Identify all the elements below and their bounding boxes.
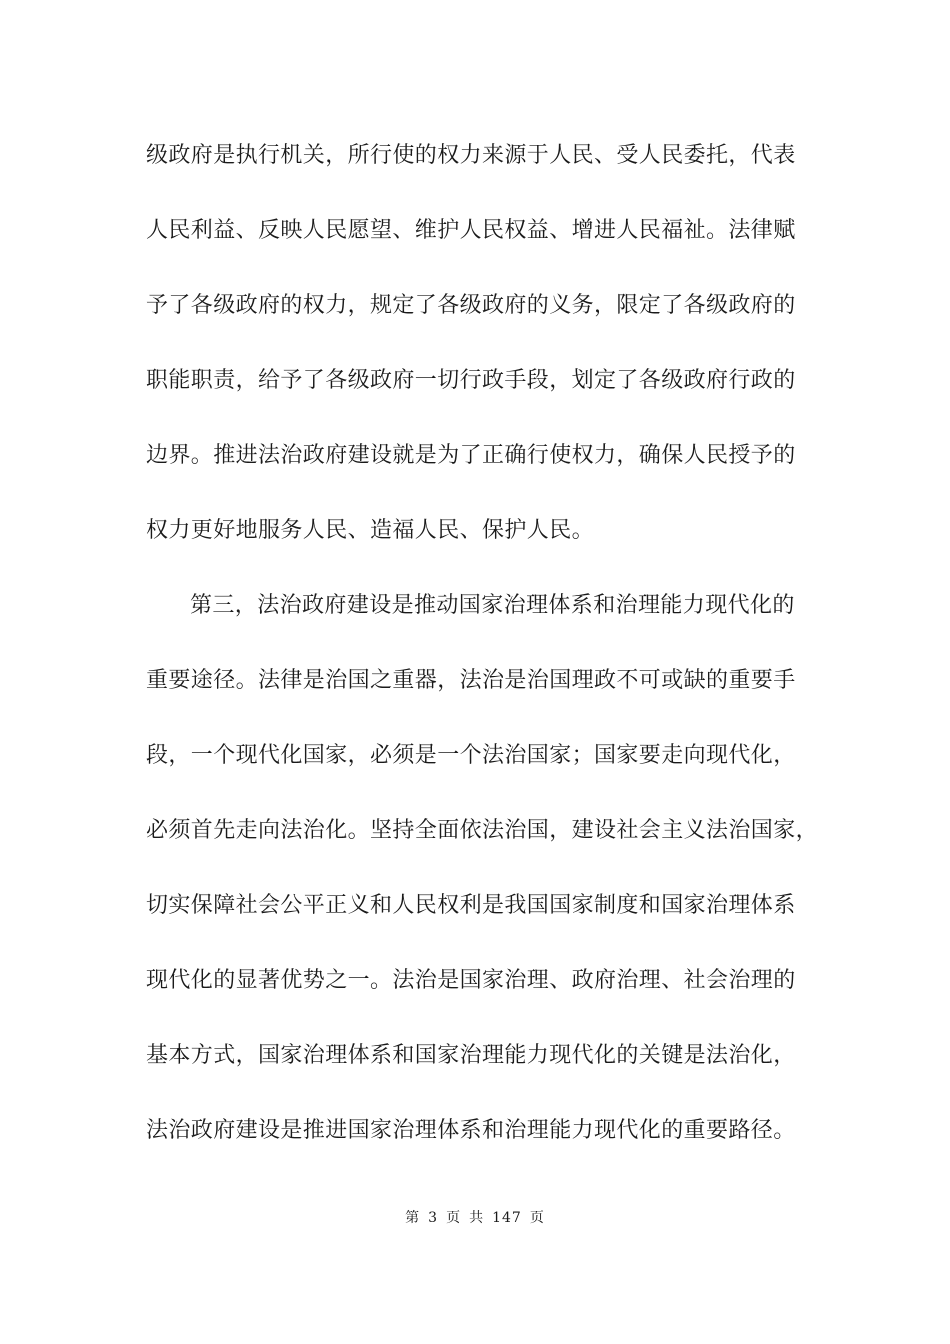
paragraph-line: 重要途径。法律是治国之重器，法治是治国理政不可或缺的重要手 <box>146 668 796 693</box>
paragraph-line: 必须首先走向法治化。坚持全面依法治国，建设社会主义法治国家， <box>146 818 819 843</box>
footer-page-unit: 页 <box>446 1210 462 1226</box>
paragraph-line: 职能职责，给予了各级政府一切行政手段，划定了各级政府行政的 <box>146 368 796 393</box>
paragraph-line: 第三，法治政府建设是推动国家治理体系和治理能力现代化的 <box>190 593 795 618</box>
footer-total-pages: 147 <box>492 1210 522 1226</box>
paragraph-line: 边界。推进法治政府建设就是为了正确行使权力，确保人民授予的 <box>146 443 796 468</box>
paragraph-line: 人民利益、反映人民愿望、维护人民权益、增进人民福祉。法律赋 <box>146 218 796 243</box>
paragraph-line: 切实保障社会公平正义和人民权利是我国国家制度和国家治理体系 <box>146 893 796 918</box>
paragraph-line: 级政府是执行机关，所行使的权力来源于人民、受人民委托，代表 <box>146 143 796 168</box>
paragraph-line: 基本方式，国家治理体系和国家治理能力现代化的关键是法治化， <box>146 1043 796 1068</box>
footer-prefix: 第 <box>405 1210 421 1226</box>
paragraph-line: 现代化的显著优势之一。法治是国家治理、政府治理、社会治理的 <box>146 968 796 993</box>
paragraph-line: 权力更好地服务人民、造福人民、保护人民。 <box>146 518 595 543</box>
footer-page-number: 3 <box>428 1210 439 1226</box>
footer-total-unit: 页 <box>529 1210 545 1226</box>
paragraph-line: 予了各级政府的权力，规定了各级政府的义务，限定了各级政府的 <box>146 293 796 318</box>
footer-total-prefix: 共 <box>469 1210 485 1226</box>
page-footer <box>0 1208 950 1228</box>
paragraph-line: 段，一个现代化国家，必须是一个法治国家；国家要走向现代化， <box>146 743 796 768</box>
paragraph-line: 法治政府建设是推进国家治理体系和治理能力现代化的重要路径。 <box>146 1118 796 1143</box>
